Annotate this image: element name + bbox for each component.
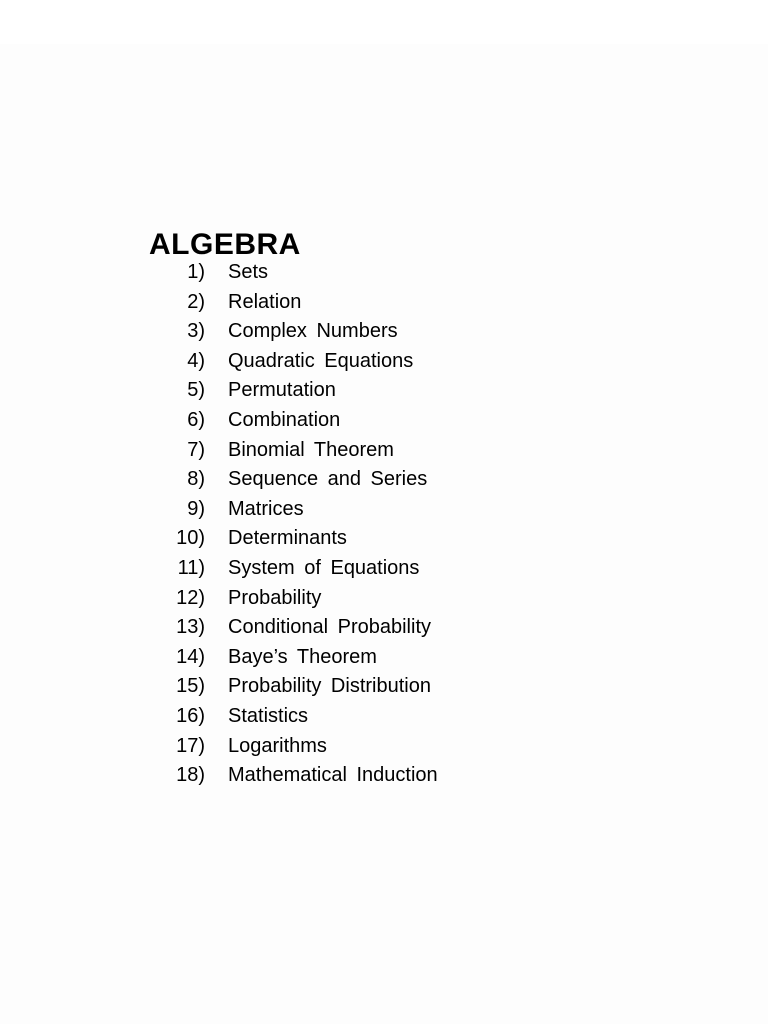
topic-number: 14) [176,645,205,668]
page-top-band [0,0,768,44]
topic-number: 6) [187,408,205,431]
topic-title: Matrices [228,497,304,520]
topic-number: 4) [187,349,205,372]
topic-number: 8) [187,468,205,491]
topic-title: Combination [228,408,341,431]
topic-item [0,524,768,554]
topic-item [0,613,768,643]
topic-number: 9) [187,497,205,520]
topic-list [0,258,768,791]
topic-title: Conditional Probability [228,616,432,639]
topic-number: 18) [176,764,205,787]
topic-item [0,317,768,347]
topic-item [0,406,768,436]
topic-number: 2) [187,290,205,313]
topic-title: Statistics [228,704,309,727]
topic-title: Sets [228,261,269,283]
topic-title: Baye’s Theorem [228,645,377,668]
topic-number: 16) [176,704,205,727]
topic-title: Mathematical Induction [228,764,438,787]
topic-item [0,672,768,702]
topic-item [0,288,768,318]
topic-title: Binomial Theorem [228,438,394,461]
topic-item [0,376,768,406]
topic-item [0,554,768,584]
topic-item [0,436,768,466]
topic-number: 11) [177,556,205,579]
topic-item [0,347,768,377]
topic-number: 10) [176,527,205,550]
section-heading: ALGEBRA [149,228,301,261]
topic-title: Probability Distribution [228,675,431,698]
topic-number: 1) [187,261,205,283]
topic-number: 12) [176,586,205,609]
topic-title: Probability [228,586,322,609]
topic-number: 17) [176,734,205,757]
topic-title: Determinants [228,527,347,550]
topic-title: Permutation [228,379,336,402]
topic-item [0,761,768,791]
topic-item [0,702,768,732]
topic-item [0,584,768,614]
topic-title: Sequence and Series [228,468,428,491]
topic-item [0,495,768,525]
topic-number: 13) [176,616,205,639]
topic-title: Quadratic Equations [228,349,414,372]
topic-number: 15) [176,675,205,698]
topic-item [0,258,768,288]
topic-item [0,465,768,495]
topic-title: Relation [228,290,302,313]
topic-title: System of Equations [228,556,420,579]
topic-title: Complex Numbers [228,320,398,343]
topic-number: 5) [187,379,205,402]
topic-number: 7) [187,438,205,461]
topic-number: 3) [187,320,205,343]
topic-item [0,732,768,762]
topic-item [0,643,768,673]
topic-title: Logarithms [228,734,327,757]
